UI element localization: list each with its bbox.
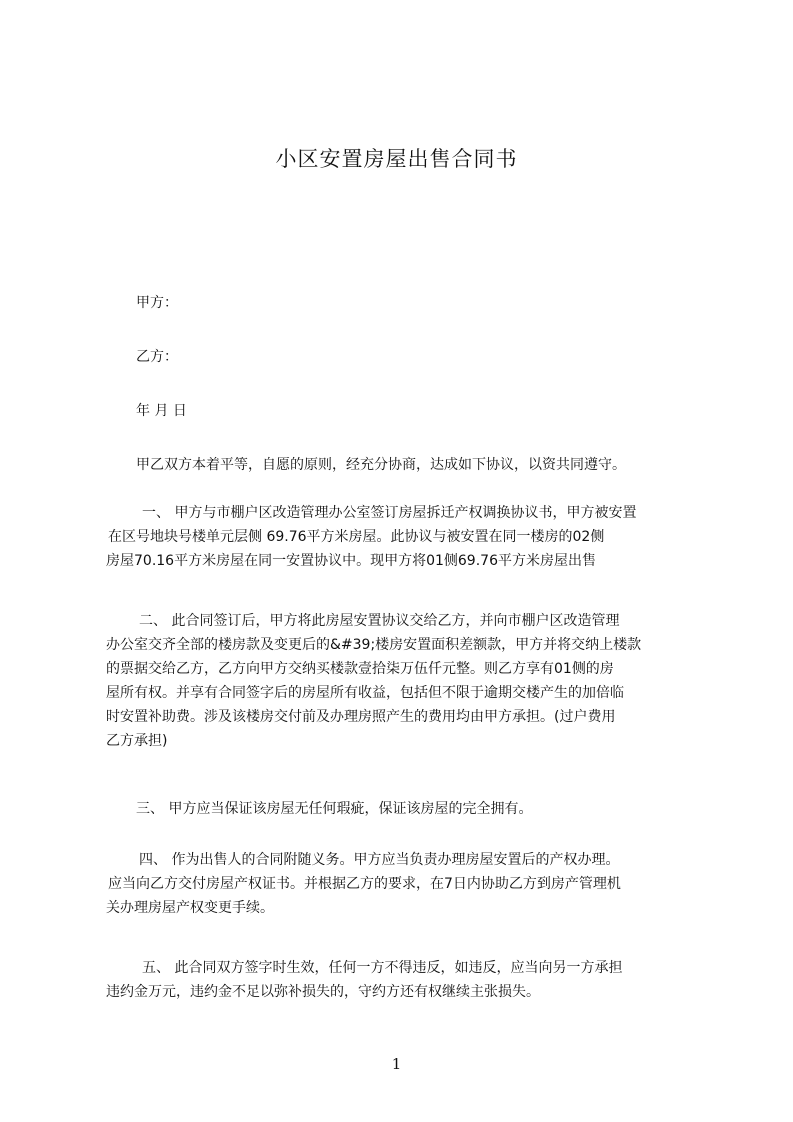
clause-2-line: 的票据交给乙方，乙方向甲方交纳买楼款壹拾柒万伍仟元整。则乙方享有01侧的房: [106, 661, 614, 677]
clause-5: [106, 956, 699, 1004]
party-a-line: 甲方：: [136, 295, 178, 311]
intro-paragraph: 甲乙双方本着平等，自愿的原则，经充分协商，达成如下协议，以资共同遵守。: [136, 457, 626, 473]
clause-4-line: 关办理房屋产权变更手续。: [106, 900, 274, 916]
party-b-line: 乙方：: [136, 349, 178, 365]
clause-4-line: 四、 作为出售人的合同附随义务。甲方应当负责办理房屋安置后的产权办理。: [139, 852, 620, 868]
clause-1: [106, 501, 699, 573]
clause-2-line: 二、 此合同签订后，甲方将此房屋安置协议交给乙方，并向市棚户区改造管理: [139, 613, 620, 629]
clause-2-line: 屋所有权。并享有合同签字后的房屋所有收益，包括但不限于逾期交楼产生的加倍临: [106, 685, 624, 701]
date-line: 年 月 日: [136, 403, 187, 419]
clause-5-line: 违约金万元，违约金不足以弥补损失的，守约方还有权继续主张损失。: [106, 984, 540, 1000]
page-number: 1: [391, 1055, 402, 1073]
clause-4-line: 应当向乙方交付房屋产权证书。并根据乙方的要求，在7日内协助乙方到房产管理机: [108, 876, 621, 892]
clause-2-line: 时安置补助费。涉及该楼房交付前及办理房照产生的费用均由甲方承担。(过户费用: [106, 709, 616, 725]
clause-1-line: 在区号地块号楼单元层侧 69.76平方米房屋。此协议与被安置在同一楼房的02侧: [108, 529, 605, 545]
clause-1-line: 一、 甲方与市棚户区改造管理办公室签订房屋拆迁产权调换协议书，甲方被安置: [142, 505, 637, 521]
clause-3: 三、 甲方应当保证该房屋无任何瑕疵，保证该房屋的完全拥有。: [136, 801, 533, 817]
clause-4: [106, 848, 699, 920]
clause-2-line: 办公室交齐全部的楼房款及变更后的&#39;楼房安置面积差额款，甲方并将交纳上楼款: [106, 637, 642, 653]
clause-1-line: 房屋70.16平方米房屋在同一安置协议中。现甲方将01侧69.76平方米房屋出售: [106, 553, 596, 569]
clause-2: [106, 609, 699, 753]
clause-5-line: 五、 此合同双方签字时生效，任何一方不得违反，如违反，应当向另一方承担: [142, 960, 623, 976]
document-title: 小区安置房屋出售合同书: [275, 147, 518, 171]
clause-2-line: 乙方承担): [106, 733, 168, 749]
